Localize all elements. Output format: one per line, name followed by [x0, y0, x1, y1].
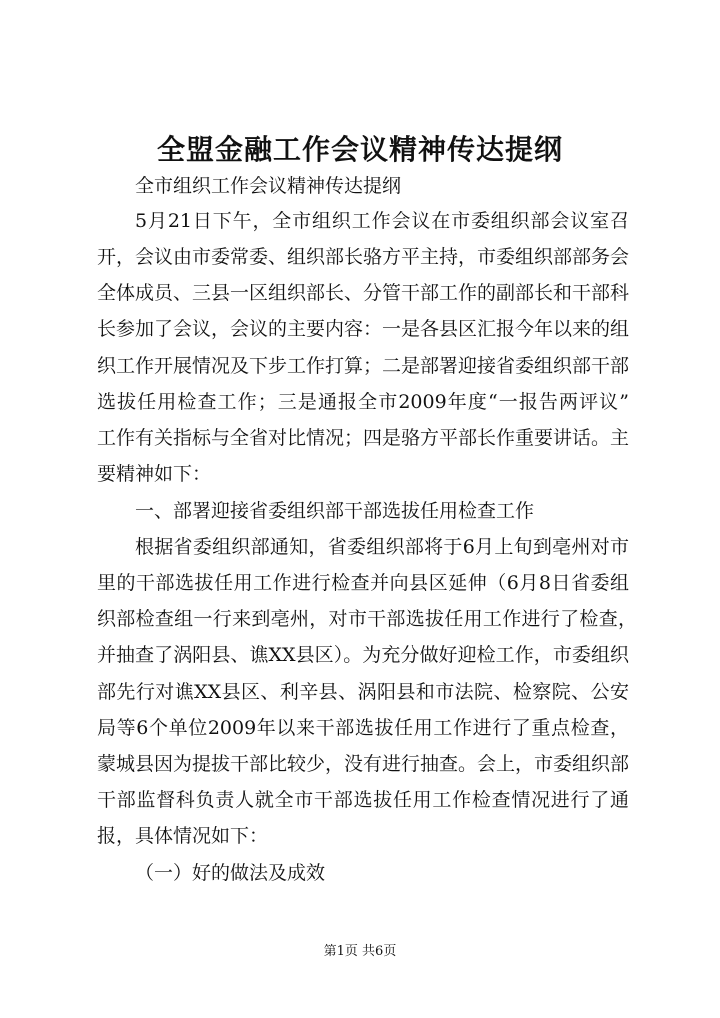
subtitle: 全市组织工作会议精神传达提纲 — [135, 175, 402, 197]
paragraph-line: 开，会议由市委常委、组织部长骆方平主持，市委组织部部务会 — [97, 246, 630, 268]
page-number: 第1页 共6页 — [323, 944, 397, 959]
paragraph-line: 干部监督科负责人就全市干部选拔任用工作检查情况进行了通 — [97, 789, 629, 811]
paragraph-line: 织工作开展情况及下步工作打算；二是部署迎接省委组织部干部 — [97, 355, 630, 377]
paragraph-line: 部先行对谯XX县区、利辛县、涡阳县和市法院、检察院、公安 — [97, 681, 629, 703]
subsection-heading: （一）好的做法及成效 — [135, 862, 326, 884]
paragraph-line: 织部检查组一行来到亳州，对市干部选拔任用工作进行了检查， — [97, 608, 637, 630]
paragraph-line: 局等6个单位2009年以来干部选拔任用工作进行了重点检查， — [97, 717, 629, 739]
paragraph-line: 里的干部选拔任用工作进行检查并向县区延伸（6月8日省委组 — [97, 572, 629, 594]
paragraph-line: 工作有关指标与全省对比情况；四是骆方平部长作重要讲话。主 — [97, 427, 630, 449]
paragraph-line: 选拔任用检查工作；三是通报全市2009年度“一报告两评议” — [97, 391, 629, 413]
paragraph-line: 根据省委组织部通知，省委组织部将于6月上旬到亳州对市 — [135, 536, 629, 558]
section-heading: 一、部署迎接省委组织部干部选拔任用检查工作 — [135, 500, 535, 522]
paragraph-line: 蒙城县因为提拔干部比较少，没有进行抽查。会上，市委组织部 — [97, 753, 630, 775]
paragraph-line: 长参加了会议，会议的主要内容：一是各县区汇报今年以来的组 — [97, 318, 630, 340]
paragraph-line: 并抽查了涡阳县、谯XX县区）。为充分做好迎检工作，市委组织 — [97, 644, 629, 666]
paragraph-line: 全体成员、三县一区组织部长、分管干部工作的副部长和干部科 — [97, 282, 630, 304]
paragraph-line: 报，具体情况如下： — [97, 825, 269, 847]
paragraph-line: 要精神如下： — [97, 463, 212, 485]
paragraph-line: 5月21日下午，全市组织工作会议在市委组织部会议室召 — [135, 210, 629, 232]
document-title: 全盟金融工作会议精神传达提纲 — [156, 133, 563, 166]
